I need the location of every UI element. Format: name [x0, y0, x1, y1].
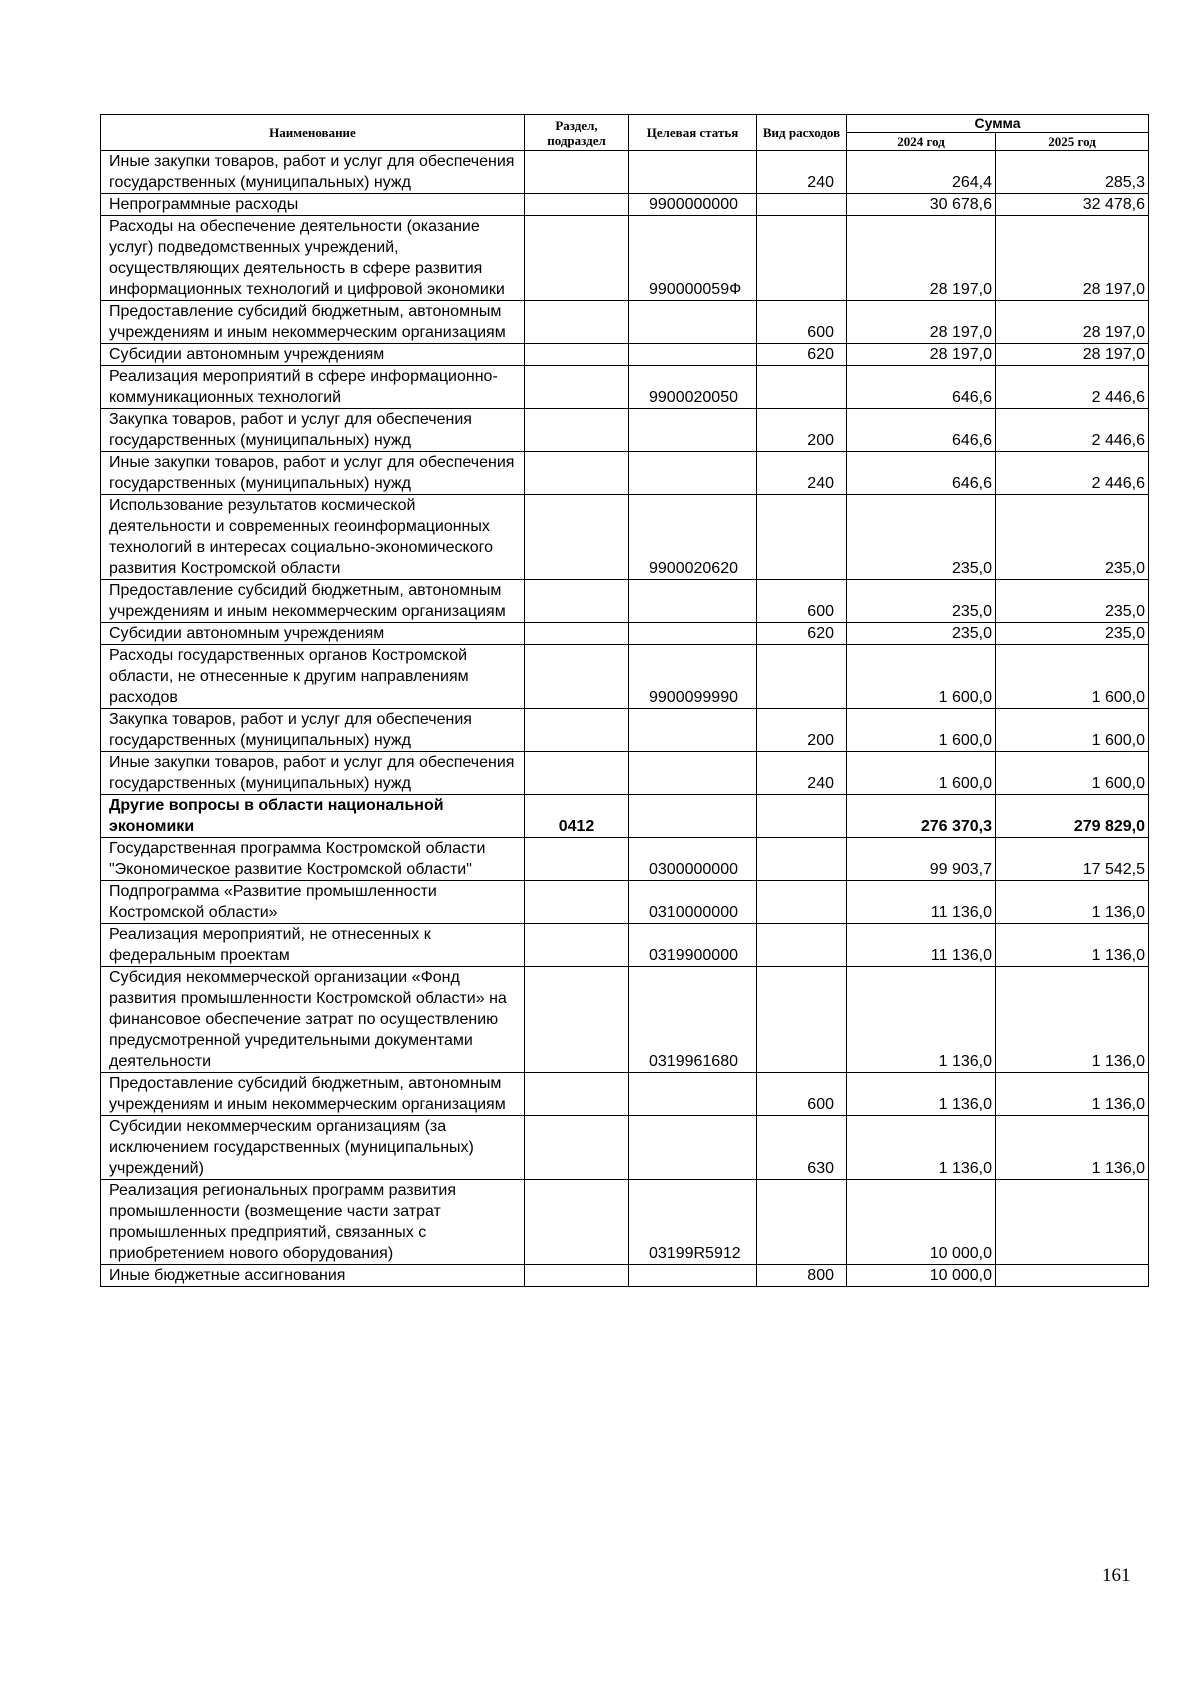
table-row: [101, 1180, 1149, 1265]
row-statya: [629, 409, 757, 452]
row-vid: [757, 1180, 847, 1265]
row-sum-2025: 32 478,6: [996, 194, 1149, 216]
row-vid: [757, 194, 847, 216]
table-row: [101, 838, 1149, 881]
row-name: Иные закупки товаров, работ и услуг для обеспечения государственных (муниципальных) нужд: [101, 151, 525, 194]
row-razdel: [525, 1073, 629, 1116]
row-sum-2025: 235,0: [996, 623, 1149, 645]
row-sum-2024: 1 600,0: [847, 645, 996, 709]
row-sum-2025: 17 542,5: [996, 838, 1149, 881]
row-sum-2024: 276 370,3: [847, 795, 996, 838]
table-row: [101, 495, 1149, 580]
row-razdel: [525, 1265, 629, 1287]
row-sum-2025: 2 446,6: [996, 366, 1149, 409]
row-vid: [757, 645, 847, 709]
row-sum-2024: 646,6: [847, 409, 996, 452]
row-razdel: [525, 967, 629, 1073]
row-sum-2025: 2 446,6: [996, 452, 1149, 495]
row-sum-2024: 28 197,0: [847, 216, 996, 301]
row-statya: [629, 709, 757, 752]
row-name: Реализация региональных программ развития промышленности (возмещение части затрат промышленных предприятий, связанных с приобретением нового оборудования): [101, 1180, 525, 1265]
row-vid: 600: [757, 580, 847, 623]
row-sum-2024: 28 197,0: [847, 301, 996, 344]
row-sum-2024: 1 600,0: [847, 709, 996, 752]
table-row: [101, 623, 1149, 645]
row-sum-2024: 1 136,0: [847, 967, 996, 1073]
row-name: Иные закупки товаров, работ и услуг для обеспечения государственных (муниципальных) нужд: [101, 752, 525, 795]
row-razdel: [525, 216, 629, 301]
row-sum-2025: 1 600,0: [996, 709, 1149, 752]
table-row: [101, 752, 1149, 795]
header-statya: Целевая статья: [629, 115, 757, 151]
row-sum-2024: 10 000,0: [847, 1180, 996, 1265]
row-razdel: [525, 409, 629, 452]
row-name: Реализация мероприятий в сфере информационно-коммуникационных технологий: [101, 366, 525, 409]
row-sum-2024: 1 136,0: [847, 1116, 996, 1180]
row-vid: 620: [757, 623, 847, 645]
row-sum-2025: 285,3: [996, 151, 1149, 194]
row-razdel: [525, 752, 629, 795]
row-sum-2025: 28 197,0: [996, 344, 1149, 366]
row-sum-2024: 1 600,0: [847, 752, 996, 795]
row-sum-2024: 235,0: [847, 495, 996, 580]
row-razdel: [525, 881, 629, 924]
row-sum-2025: [996, 1265, 1149, 1287]
row-vid: 600: [757, 301, 847, 344]
row-statya: [629, 1116, 757, 1180]
row-vid: 240: [757, 452, 847, 495]
row-name: Использование результатов космической деятельности и современных геоинформационных технологий в интересах социально-экономического развития Костромской области: [101, 495, 525, 580]
row-sum-2025: [996, 1180, 1149, 1265]
row-statya: [629, 795, 757, 838]
table-row: [101, 216, 1149, 301]
row-razdel: [525, 645, 629, 709]
row-sum-2025: 235,0: [996, 495, 1149, 580]
header-year-2024: 2024 год: [847, 133, 996, 151]
table-row: [101, 795, 1149, 838]
table-row: [101, 1073, 1149, 1116]
table-row: [101, 580, 1149, 623]
row-sum-2025: 1 600,0: [996, 645, 1149, 709]
row-name: Субсидии автономным учреждениям: [101, 344, 525, 366]
row-statya: 9900020620: [629, 495, 757, 580]
table-row: [101, 301, 1149, 344]
row-sum-2024: 30 678,6: [847, 194, 996, 216]
row-vid: 200: [757, 709, 847, 752]
row-vid: 240: [757, 752, 847, 795]
row-vid: [757, 967, 847, 1073]
row-sum-2025: 1 600,0: [996, 752, 1149, 795]
row-statya: [629, 452, 757, 495]
page-number: 161: [1102, 1565, 1131, 1586]
row-statya: 0300000000: [629, 838, 757, 881]
table-row: [101, 924, 1149, 967]
row-razdel: [525, 194, 629, 216]
row-statya: [629, 752, 757, 795]
row-razdel: [525, 1116, 629, 1180]
row-sum-2025: 1 136,0: [996, 967, 1149, 1073]
row-name: Реализация мероприятий, не отнесенных к федеральным проектам: [101, 924, 525, 967]
table-row: [101, 344, 1149, 366]
row-statya: [629, 301, 757, 344]
header-name: Наименование: [101, 115, 525, 151]
row-sum-2024: 235,0: [847, 580, 996, 623]
table-row: [101, 645, 1149, 709]
row-statya: [629, 151, 757, 194]
row-name: Государственная программа Костромской области "Экономическое развитие Костромской области": [101, 838, 525, 881]
table-row: [101, 151, 1149, 194]
row-sum-2024: 646,6: [847, 452, 996, 495]
row-vid: 620: [757, 344, 847, 366]
table-row: [101, 452, 1149, 495]
row-sum-2024: 11 136,0: [847, 881, 996, 924]
row-name: Расходы государственных органов Костромской области, не отнесенные к другим направлениям расходов: [101, 645, 525, 709]
table-row: [101, 709, 1149, 752]
header-razdel: Раздел, подраздел: [525, 115, 629, 151]
header-year-2025: 2025 год: [996, 133, 1149, 151]
row-razdel: [525, 838, 629, 881]
row-vid: [757, 495, 847, 580]
row-statya: [629, 623, 757, 645]
row-statya: 9900020050: [629, 366, 757, 409]
row-sum-2025: 28 197,0: [996, 216, 1149, 301]
row-name: Другие вопросы в области национальной экономики: [101, 795, 525, 838]
row-sum-2024: 99 903,7: [847, 838, 996, 881]
row-name: Иные бюджетные ассигнования: [101, 1265, 525, 1287]
row-name: Расходы на обеспечение деятельности (оказание услуг) подведомственных учреждений, осуществляющих деятельность в сфере развития информационных технологий и цифровой экономики: [101, 216, 525, 301]
row-sum-2025: 1 136,0: [996, 1116, 1149, 1180]
row-vid: [757, 838, 847, 881]
row-statya: 0319961680: [629, 967, 757, 1073]
row-statya: [629, 1265, 757, 1287]
row-name: Закупка товаров, работ и услуг для обеспечения государственных (муниципальных) нужд: [101, 709, 525, 752]
row-razdel: [525, 623, 629, 645]
row-name: Закупка товаров, работ и услуг для обеспечения государственных (муниципальных) нужд: [101, 409, 525, 452]
table-row: [101, 194, 1149, 216]
table-header: [101, 115, 1149, 151]
table-row: [101, 1116, 1149, 1180]
row-name: Субсидия некоммерческой организации «Фонд развития промышленности Костромской области» на финансовое обеспечение затрат по осуществлению предусмотренной учредительными документами деятельности: [101, 967, 525, 1073]
row-statya: 9900000000: [629, 194, 757, 216]
row-vid: 630: [757, 1116, 847, 1180]
row-statya: [629, 1073, 757, 1116]
row-sum-2024: 28 197,0: [847, 344, 996, 366]
budget-table: [100, 114, 1149, 1287]
row-sum-2024: 10 000,0: [847, 1265, 996, 1287]
table-row: [101, 409, 1149, 452]
row-vid: [757, 366, 847, 409]
table-row: [101, 967, 1149, 1073]
row-sum-2024: 11 136,0: [847, 924, 996, 967]
row-sum-2025: 2 446,6: [996, 409, 1149, 452]
row-sum-2025: 1 136,0: [996, 924, 1149, 967]
row-sum-2024: 646,6: [847, 366, 996, 409]
row-razdel: [525, 495, 629, 580]
row-razdel: [525, 366, 629, 409]
row-sum-2025: 1 136,0: [996, 881, 1149, 924]
row-razdel: [525, 709, 629, 752]
row-sum-2024: 264,4: [847, 151, 996, 194]
row-razdel: [525, 452, 629, 495]
row-vid: [757, 216, 847, 301]
row-statya: 03199R5912: [629, 1180, 757, 1265]
row-name: Субсидии некоммерческим организациям (за исключением государственных (муниципальных) учреждений): [101, 1116, 525, 1180]
row-name: Подпрограмма «Развитие промышленности Костромской области»: [101, 881, 525, 924]
row-razdel: [525, 1180, 629, 1265]
row-sum-2025: 235,0: [996, 580, 1149, 623]
row-razdel: [525, 924, 629, 967]
row-razdel: 0412: [525, 795, 629, 838]
row-razdel: [525, 580, 629, 623]
header-vid: Вид расходов: [757, 115, 847, 151]
row-sum-2025: 279 829,0: [996, 795, 1149, 838]
row-vid: [757, 795, 847, 838]
row-statya: [629, 344, 757, 366]
table-row: [101, 1265, 1149, 1287]
row-statya: 9900099990: [629, 645, 757, 709]
row-sum-2025: 1 136,0: [996, 1073, 1149, 1116]
row-vid: 200: [757, 409, 847, 452]
row-statya: 990000059Ф: [629, 216, 757, 301]
table-row: [101, 881, 1149, 924]
row-vid: [757, 924, 847, 967]
table-row: [101, 366, 1149, 409]
row-sum-2024: 1 136,0: [847, 1073, 996, 1116]
row-name: Иные закупки товаров, работ и услуг для обеспечения государственных (муниципальных) нужд: [101, 452, 525, 495]
row-name: Предоставление субсидий бюджетным, автономным учреждениям и иным некоммерческим организациям: [101, 301, 525, 344]
row-name: Предоставление субсидий бюджетным, автономным учреждениям и иным некоммерческим организациям: [101, 580, 525, 623]
row-vid: [757, 881, 847, 924]
row-vid: 600: [757, 1073, 847, 1116]
row-sum-2025: 28 197,0: [996, 301, 1149, 344]
row-statya: 0310000000: [629, 881, 757, 924]
row-name: Предоставление субсидий бюджетным, автономным учреждениям и иным некоммерческим организациям: [101, 1073, 525, 1116]
row-name: Непрограммные расходы: [101, 194, 525, 216]
row-razdel: [525, 301, 629, 344]
row-vid: 800: [757, 1265, 847, 1287]
row-name: Субсидии автономным учреждениям: [101, 623, 525, 645]
row-statya: 0319900000: [629, 924, 757, 967]
row-razdel: [525, 344, 629, 366]
table-body: [101, 151, 1149, 1287]
header-summa: Сумма: [847, 115, 1149, 133]
row-sum-2024: 235,0: [847, 623, 996, 645]
row-statya: [629, 580, 757, 623]
row-vid: 240: [757, 151, 847, 194]
row-razdel: [525, 151, 629, 194]
